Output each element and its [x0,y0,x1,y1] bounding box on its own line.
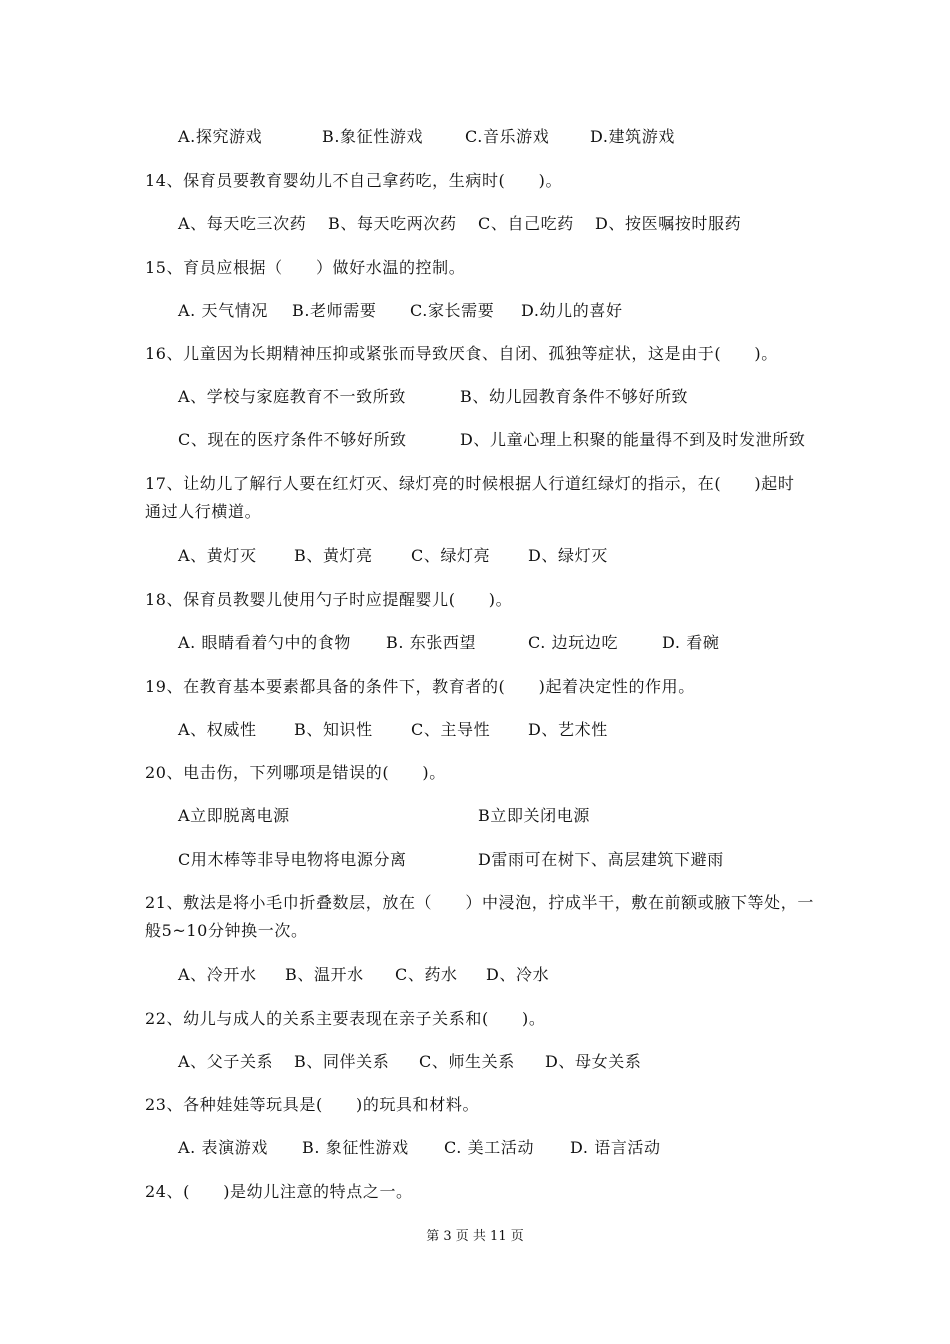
q17-stem-line2: 通过人行横道。 [145,502,262,521]
q16-option-a: A、学校与家庭教育不一致所致 [178,387,406,406]
q22-option-b: B、同伴关系 [294,1052,390,1071]
q22-option-a: A、父子关系 [178,1052,274,1071]
q17-stem-line1: 17、让幼儿了解行人要在红灯灭、绿灯亮的时候根据人行道红绿灯的指示，在( )起时 [145,474,795,493]
q20-option-a: A立即脱离电源 [178,806,290,825]
q16-option-c: C、现在的医疗条件不够好所致 [178,430,407,449]
q13-option-c: C.音乐游戏 [465,127,550,146]
q15-option-c: C.家长需要 [410,301,495,320]
q21-stem-line1: 21、敷法是将小毛巾折叠数层，放在（ ）中浸泡，拧成半干，敷在前额或腋下等处，一 [145,893,814,912]
q21-option-c: C、药水 [395,965,458,984]
q23-option-d: D. 语言活动 [570,1138,661,1157]
q16-stem: 16、儿童因为长期精神压抑或紧张而导致厌食、自闭、孤独等症状，这是由于( )。 [145,344,778,363]
q19-option-c: C、主导性 [411,720,491,739]
q24-stem: 24、( )是幼儿注意的特点之一。 [145,1182,413,1201]
q17-option-a: A、黄灯灭 [178,546,257,565]
q18-option-b: B. 东张西望 [386,633,477,652]
q14-option-c: C、自己吃药 [478,214,574,233]
q15-stem: 15、育员应根据（ ）做好水温的控制。 [145,258,466,277]
q14-stem: 14、保育员要教育婴幼儿不自己拿药吃，生病时( )。 [145,171,563,190]
q21-option-a: A、冷开水 [178,965,257,984]
q18-option-c: C. 边玩边吃 [528,633,619,652]
q15-option-d: D.幼儿的喜好 [521,301,623,320]
q21-option-b: B、温开水 [285,965,364,984]
q23-stem: 23、各种娃娃等玩具是( )的玩具和材料。 [145,1095,480,1114]
q23-option-a: A. 表演游戏 [178,1138,268,1157]
q17-option-c: C、绿灯亮 [411,546,491,565]
q21-stem-line2: 般5~10分钟换一次。 [145,921,308,940]
q20-option-c: C用木棒等非导电物将电源分离 [178,850,407,869]
q18-option-d: D. 看碗 [662,633,720,652]
q23-option-b: B. 象征性游戏 [302,1138,409,1157]
q18-option-a: A. 眼睛看着勺中的食物 [178,633,351,652]
q14-option-d: D、按医嘱按时服药 [595,214,742,233]
q13-option-d: D.建筑游戏 [590,127,675,146]
q22-stem: 22、幼儿与成人的关系主要表现在亲子关系和( )。 [145,1009,546,1028]
q22-option-d: D、母女关系 [545,1052,642,1071]
q13-option-a: A.探究游戏 [178,127,263,146]
q15-option-a: A. 天气情况 [178,301,268,320]
q15-option-b: B.老师需要 [292,301,377,320]
q13-option-b: B.象征性游戏 [322,127,424,146]
q20-option-d: D雷雨可在树下、高层建筑下避雨 [478,850,724,869]
q16-option-b: B、幼儿园教育条件不够好所致 [460,387,689,406]
q17-option-b: B、黄灯亮 [294,546,373,565]
q14-option-a: A、每天吃三次药 [178,214,307,233]
q19-option-b: B、知识性 [294,720,373,739]
q20-option-b: B立即关闭电源 [478,806,590,825]
q22-option-c: C、师生关系 [419,1052,515,1071]
q16-option-d: D、儿童心理上积聚的能量得不到及时发泄所致 [460,430,806,449]
q20-stem: 20、电击伤，下列哪项是错误的( )。 [145,763,446,782]
page-number-footer: 第 3 页 共 11 页 [426,1229,524,1244]
q14-option-b: B、每天吃两次药 [328,214,457,233]
q19-stem: 19、在教育基本要素都具备的条件下，教育者的( )起着决定性的作用。 [145,677,695,696]
q23-option-c: C. 美工活动 [444,1138,535,1157]
q18-stem: 18、保育员教婴儿使用勺子时应提醒婴儿( )。 [145,590,513,609]
q19-option-a: A、权威性 [178,720,257,739]
q21-option-d: D、冷水 [486,965,550,984]
q19-option-d: D、艺术性 [528,720,608,739]
q17-option-d: D、绿灯灭 [528,546,608,565]
